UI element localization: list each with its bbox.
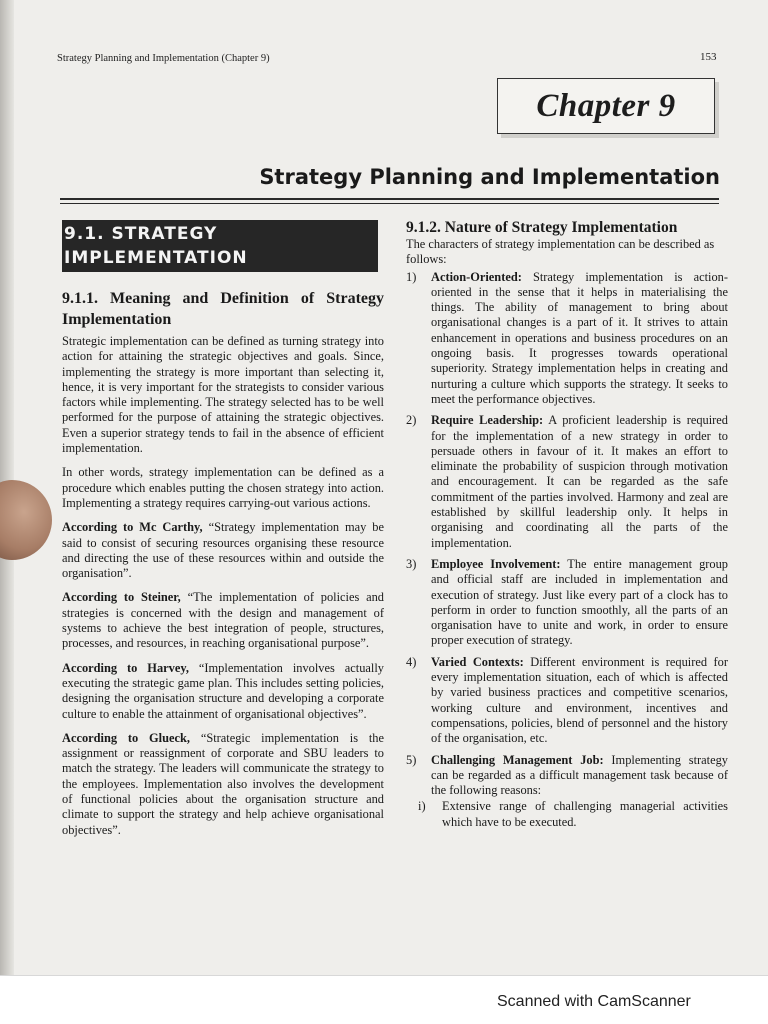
- section-heading-band: [62, 220, 378, 272]
- list-lead: Varied Contexts:: [431, 654, 524, 669]
- list-body: A proficient leadership is required for the implementation of a new strategy in order to persuade others in favour of it. It makes an effort to eliminate the probability of suspicion through motivation and encouragement. It can be regarded as the safe commitment of the parties involved. Harmony and zeal are established by skillful leadership only. It helps in organising and coordinating all the parts of the implementation.: [431, 413, 728, 550]
- title-rule-thin: [60, 203, 719, 204]
- chapter-box: [497, 78, 715, 134]
- sub-list-number: i): [418, 799, 426, 814]
- paragraph-text: “Strategic implementation is the assignment or reassignment of corporate and SBU leaders to match the strategy. The leaders will communicate the strategy to the employees. Implementation also involves the development of functional policies about the organisation structure and climate to support the strategy and help achieve organisational objectives”.: [62, 730, 384, 837]
- section-heading-line1: 9.1. STRATEGY: [64, 224, 218, 244]
- paragraph: [62, 520, 384, 581]
- paragraph-lead: According to Steiner,: [62, 590, 181, 605]
- scan-page-border: [0, 975, 768, 976]
- list-lead: Require Leadership:: [431, 413, 544, 428]
- list-lead: Employee Involvement:: [431, 556, 561, 571]
- list-body: Different environment is required for every implementation situation, each of which is affected by varied business practices and competitive scenarios, working culture and environment, incentives and compensations, policies, blend of personnel and the history of the organisation, etc.: [431, 654, 728, 746]
- paragraph-text: “Implementation involves actually executing the strategic game plan. This includes setting policies, designing the organisation structure and developing a corporate culture to enable the attainment of organisational objectives”.: [62, 660, 384, 721]
- list-number: 4): [406, 654, 417, 669]
- list-body: The entire management group and official staff are included in implementation and execution of strategy. Just like every part of a clock has to perform in order to function smoothly, all the parts of an organisation have to unite and work, in order to ensure proper execution of strategy.: [431, 556, 728, 648]
- list-lead: Action-Oriented:: [431, 269, 522, 284]
- thumb-photo-artifact: [0, 480, 52, 560]
- section-heading-line2: IMPLEMENTATION: [64, 248, 248, 268]
- paragraph: [62, 465, 384, 511]
- list-body: Strategy implementation is action-oriented in the sense that it helps in materialising the things. The ability of management to bring about organisational changes is a part of it. It strives to attain enhancement in operations and business procedures on an ongoing basis. It progresses towards operational superiority. Strategy implementation helps in creating and nurturing a culture which supports the strategy. It seeks to meet the performance objectives.: [431, 269, 728, 406]
- paragraph-text: Strategic implementation can be defined as turning strategy into action for attaining the strategic objectives and goals. Since, implementing the strategy is more important than selecting it, hence, it is very important for the strategists to consider various factors while implementing. The strategy selected has to be well performed for the purpose of attaining the strategic objectives. Even a superior strategy tends to fail in the absence of efficient implementation.: [62, 334, 384, 456]
- paragraph-text: “The implementation of policies and strategies is concerned with the design and management of systems to achieve the best integration of people, structures, processes, and resources, in reaching organisational purpose”.: [62, 590, 385, 651]
- list-item: [406, 270, 728, 408]
- left-column: [62, 220, 384, 847]
- page-number: 153: [700, 51, 717, 63]
- list-number: 1): [406, 269, 417, 284]
- paragraph-lead: According to Mc Carthy,: [62, 520, 203, 535]
- list-item: [406, 753, 728, 799]
- sub-list-item: [418, 799, 728, 830]
- paragraph: [62, 590, 384, 651]
- paragraph: [62, 661, 384, 722]
- list-number: 2): [406, 413, 417, 428]
- running-head: Strategy Planning and Implementation (Chapter 9): [57, 53, 270, 64]
- title-rule: [60, 198, 719, 200]
- list-text: [431, 753, 728, 799]
- paragraph-lead: According to Harvey,: [62, 660, 189, 675]
- list-item: [406, 557, 728, 649]
- list-number: 5): [406, 752, 417, 767]
- list-text: [431, 413, 728, 551]
- paragraph: [62, 731, 384, 838]
- intro-text: The characters of strategy implementation can be described as follows:: [406, 237, 715, 267]
- list-text: [431, 270, 728, 408]
- paragraph-text: In other words, strategy implementation can be defined as a procedure which enables putting the chosen strategy into action. Implementing a strategy requires carrying-out various actions.: [62, 465, 384, 510]
- paragraph: [62, 334, 384, 456]
- subsection-heading: 9.1.1. Meaning and Definition of Strategy Implementation: [62, 290, 384, 328]
- camscanner-watermark: Scanned with CamScanner: [497, 993, 691, 1010]
- list-text: [431, 557, 728, 649]
- list-text: [431, 655, 728, 747]
- list-lead: Challenging Management Job:: [431, 752, 604, 767]
- subsection-heading: 9.1.2. Nature of Strategy Implementation: [406, 219, 678, 236]
- list-number: 3): [406, 556, 417, 571]
- right-column: [406, 218, 728, 830]
- chapter-title: Strategy Planning and Implementation: [259, 165, 720, 189]
- paragraph-text: “Strategy implementation may be said to consist of securing resources organising these resource and directing the use of these resources within and outside the organisation”.: [62, 520, 385, 581]
- list-item: [406, 655, 728, 747]
- list-body: Implementing strategy can be regarded as a difficult management task because of the following reasons:: [431, 752, 728, 798]
- sub-list-text: Extensive range of challenging managerial activities which have to be executed.: [442, 799, 728, 829]
- list-item: [406, 413, 728, 551]
- paragraph-lead: According to Glueck,: [62, 730, 190, 745]
- chapter-label: Chapter 9: [536, 87, 676, 124]
